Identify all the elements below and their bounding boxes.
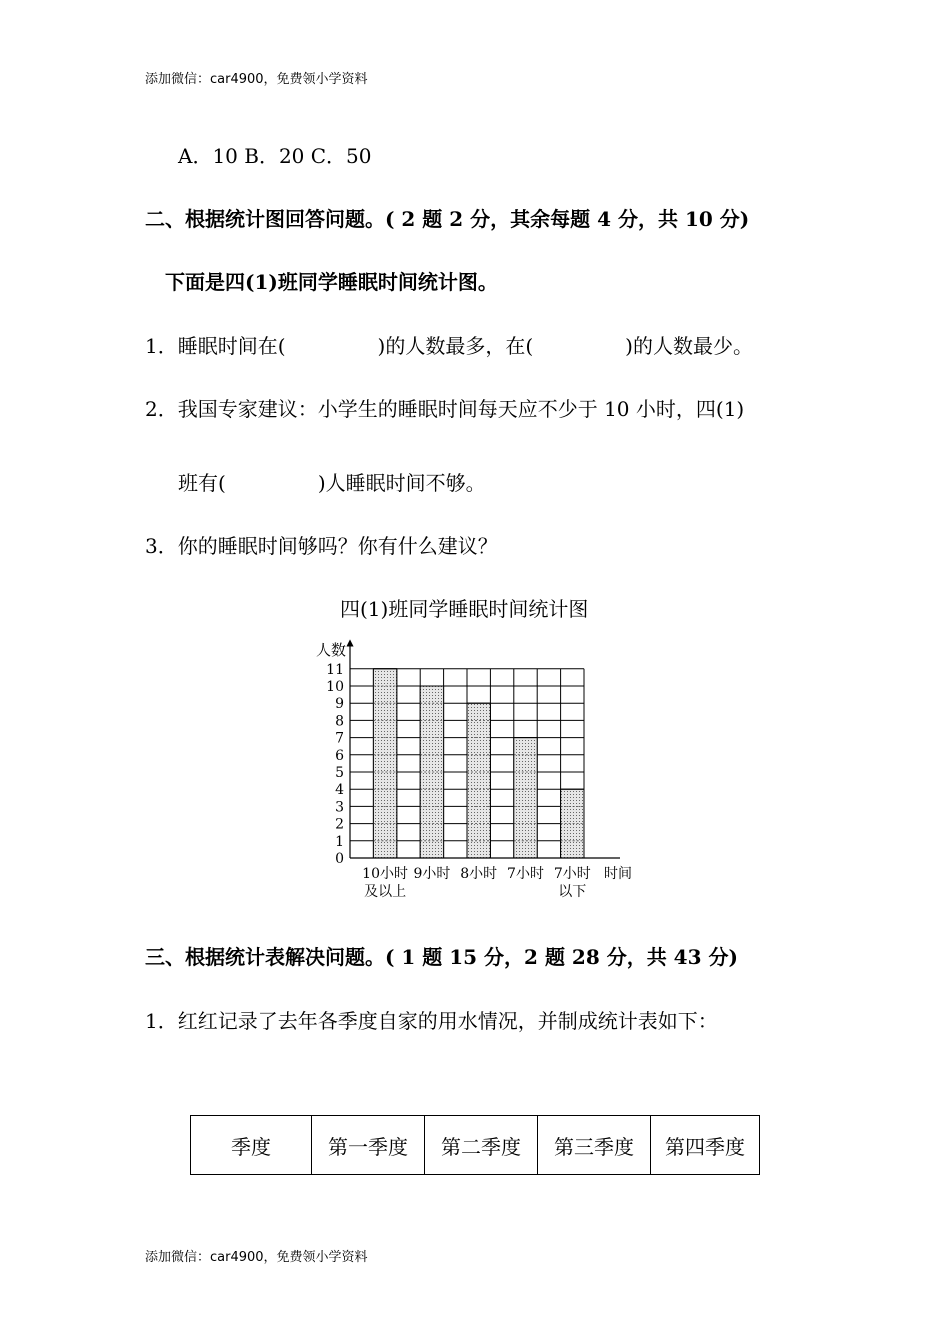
table-header-cell: 季度 [191,1116,312,1175]
x-category-label: 10小时 [362,866,409,882]
y-tick-label: 9 [335,696,344,713]
question-1 [145,330,753,359]
question-1-part1: 1．睡眠时间在( [145,334,286,358]
chart-bars [373,669,584,858]
section2-intro: 下面是四(1)班同学睡眠时间统计图。 [165,270,498,294]
question-1-part2: )的人数最多，在( [377,334,534,358]
x-category-label: 7小时 [507,866,544,882]
y-tick-label: 8 [335,713,344,730]
question-3: 3．你的睡眠时间够吗？你有什么建议？ [145,534,498,558]
water-usage-table [190,1115,760,1175]
question-2-line1: 2．我国专家建议：小学生的睡眠时间每天应不少于 10 小时，四(1) [145,397,745,421]
x-axis-label: 时间 [604,866,632,882]
header-watermark: 添加微信：car4900，免费领小学资料 [145,72,368,87]
table-header-cell: 第四季度 [651,1116,760,1175]
chart-title: 四(1)班同学睡眠时间统计图 [340,597,589,621]
table-header-cell: 第三季度 [538,1116,651,1175]
y-tick-label: 10 [326,679,344,695]
y-tick-label: 1 [335,833,344,850]
bar [561,789,584,858]
x-category-label: 8小时 [460,866,498,882]
bar [514,738,537,858]
y-axis-label: 人数 [315,641,346,659]
y-tick-label: 2 [335,816,344,833]
y-tick-label: 3 [335,799,344,816]
y-tick-label: 11 [326,661,344,678]
y-tick-label: 5 [335,765,344,781]
previous-question-options: A．10 B．20 C．50 [178,144,372,168]
y-tick-label: 6 [335,747,344,764]
y-tick-label: 4 [335,782,344,799]
x-category-label: 7小时 [553,866,591,882]
bar [467,703,490,858]
x-category-label: 9小时 [413,866,451,882]
bar [420,686,443,858]
question-2-line2 [178,467,486,496]
table-row [191,1116,760,1175]
section3-question-1: 1．红红记录了去年各季度自家的用水情况，并制成统计表如下： [145,1009,718,1033]
x-category-label-line2: 及以上 [364,884,407,900]
y-tick-label: 0 [335,851,344,867]
sleep-bar-chart [300,635,660,905]
question-2-part2: )人睡眠时间不够。 [317,471,486,495]
y-tick-label: 7 [335,730,344,747]
question-2-part1: 班有( [178,471,226,495]
question-1-part3: )的人数最少。 [625,334,753,358]
x-category-label-line2: 以下 [558,884,587,900]
section2-title: 二、根据统计图回答问题。( 2 题 2 分，其余每题 4 分，共 10 分) [145,207,750,231]
table-header-cell: 第二季度 [425,1116,538,1175]
table-header-cell: 第一季度 [312,1116,425,1175]
section3-title: 三、根据统计表解决问题。( 1 题 15 分，2 题 28 分，共 43 分) [145,945,738,969]
bar [373,669,396,858]
footer-watermark: 添加微信：car4900，免费领小学资料 [145,1250,368,1265]
